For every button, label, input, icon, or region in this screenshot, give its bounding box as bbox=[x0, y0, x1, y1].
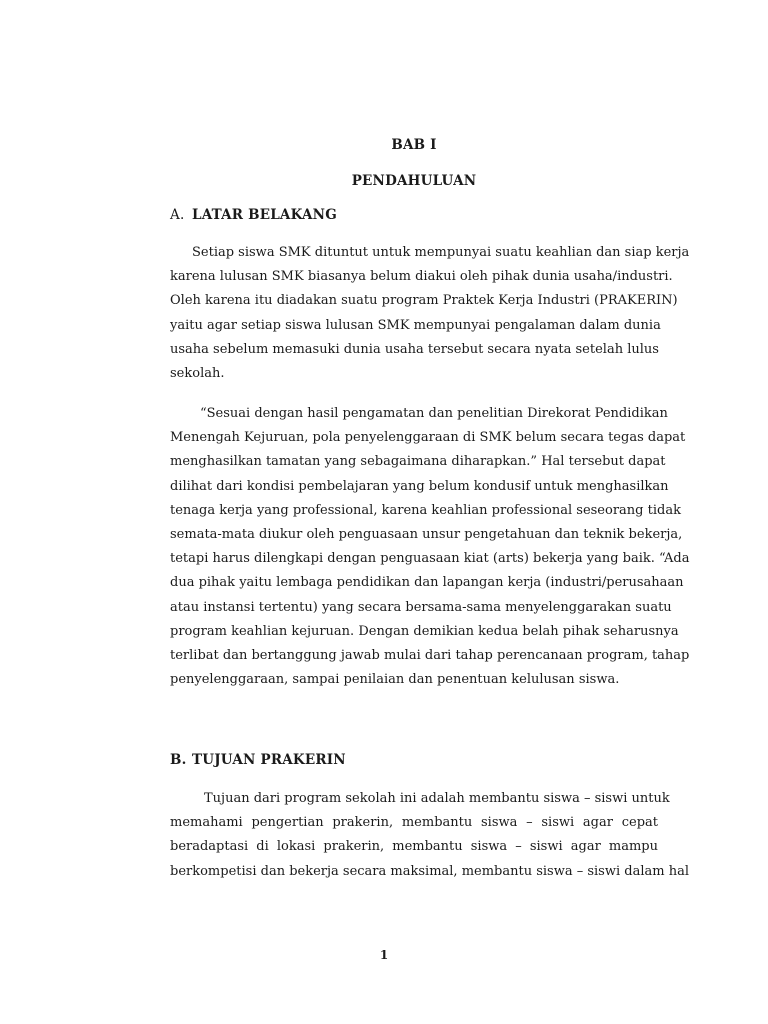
page-number: 1 bbox=[379, 948, 389, 962]
section-b-paragraph-1 bbox=[170, 787, 689, 884]
paragraph-line: dua pihak yaitu lembaga pendidikan dan lapangan kerja (industri/perusahaan bbox=[170, 575, 684, 591]
paragraph-line: memahami pengertian prakerin, membantu siswa – siswi agar cepat bbox=[170, 815, 658, 831]
paragraph-line: “Sesuai dengan hasil pengamatan dan penelitian Direkorat Pendidikan bbox=[200, 406, 668, 421]
paragraph-line: Menengah Kejuruan, pola penyelenggaraan di SMK belum secara tegas dapat bbox=[170, 430, 686, 446]
section-a-paragraph-1 bbox=[170, 241, 690, 386]
section-a-heading bbox=[170, 207, 337, 223]
paragraph-line: tetapi harus dilengkapi dengan penguasaan kiat (arts) bekerja yang baik. “Ada bbox=[170, 551, 690, 567]
paragraph-line: Oleh karena itu diadakan suatu program Praktek Kerja Industri (PRAKERIN) bbox=[170, 293, 678, 309]
chapter-number: BAB I bbox=[391, 137, 437, 153]
paragraph-line: program keahlian kejuruan. Dengan demikian kedua belah pihak seharusnya bbox=[170, 623, 679, 639]
paragraph-line: atau instansi tertentu) yang secara bersama-sama menyelenggarakan suatu bbox=[170, 599, 672, 615]
paragraph-line: tenaga kerja yang professional, karena keahlian professional seseorang tidak bbox=[170, 502, 681, 518]
section-b-letter: B. bbox=[170, 752, 187, 768]
chapter-title: PENDAHULUAN bbox=[351, 173, 477, 189]
section-a-paragraph-2 bbox=[170, 402, 690, 692]
paragraph-line: penyelenggaraan, sampai penilaian dan penentuan kelulusan siswa. bbox=[170, 672, 620, 688]
paragraph-line: dilihat dari kondisi pembelajaran yang belum kondusif untuk menghasilkan bbox=[170, 478, 669, 494]
section-a-letter: A. bbox=[170, 207, 185, 223]
paragraph-line: semata-mata diukur oleh penguasaan unsur pengetahuan dan teknik bekerja, bbox=[170, 527, 683, 543]
paragraph-line: Tujuan dari program sekolah ini adalah membantu siswa – siswi untuk bbox=[204, 791, 670, 806]
paragraph-line: sekolah. bbox=[170, 366, 225, 382]
paragraph-line: Setiap siswa SMK dituntut untuk mempunyai suatu keahlian dan siap kerja bbox=[192, 245, 690, 260]
section-b-title: TUJUAN PRAKERIN bbox=[192, 752, 346, 768]
section-b-heading bbox=[170, 752, 346, 768]
paragraph-line: usaha sebelum memasuki dunia usaha tersebut secara nyata setelah lulus bbox=[170, 341, 659, 357]
paragraph-line: menghasilkan tamatan yang sebagaimana diharapkan.” Hal tersebut dapat bbox=[170, 454, 666, 470]
paragraph-line: karena lulusan SMK biasanya belum diakui oleh pihak dunia usaha/industri. bbox=[170, 269, 673, 285]
paragraph-line: yaitu agar setiap siswa lulusan SMK mempunyai pengalaman dalam dunia bbox=[170, 317, 661, 333]
paragraph-line: berkompetisi dan bekerja secara maksimal, membantu siswa – siswi dalam hal bbox=[170, 863, 689, 879]
section-a-title: LATAR BELAKANG bbox=[192, 207, 337, 223]
paragraph-line: beradaptasi di lokasi prakerin, membantu siswa – siswi agar mampu bbox=[170, 839, 658, 855]
paragraph-line: terlibat dan bertanggung jawab mulai dari tahap perencanaan program, tahap bbox=[170, 648, 690, 664]
